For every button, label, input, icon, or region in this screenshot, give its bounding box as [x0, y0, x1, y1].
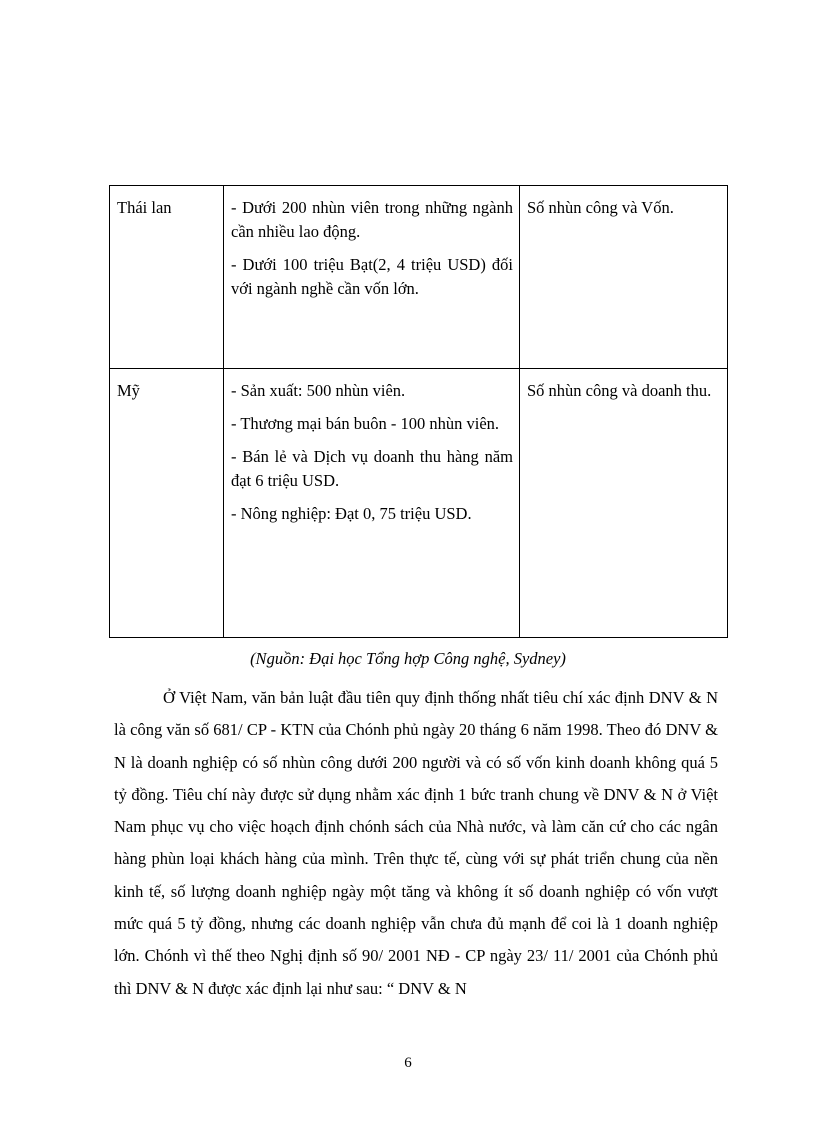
table-source-caption: (Nguồn: Đại học Tổng hợp Công nghệ, Sydney)	[250, 649, 566, 668]
criteria-item: - Dưới 200 nhùn viên trong những ngành cần nhiều lao động.	[231, 198, 513, 241]
criteria-cell	[224, 369, 520, 638]
table-row-thailand	[110, 186, 728, 369]
criteria-item: - Sản xuất: 500 nhùn viên.	[231, 381, 406, 400]
country-cell: Thái lan	[110, 186, 224, 369]
country-cell: Mỹ	[110, 369, 224, 638]
criteria-item: - Dưới 100 triệu Bạt(2, 4 triệu USD) đối với ngành nghề cần vốn lớn.	[231, 255, 513, 298]
criteria-item: - Thương mại bán buôn - 100 nhùn viên.	[231, 414, 500, 433]
criteria-item: - Nông nghiệp: Đạt 0, 75 triệu USD.	[231, 504, 472, 523]
criteria-cell	[224, 186, 520, 369]
criteria-item: - Bán lẻ và Dịch vụ doanh thu hàng năm đạt 6 triệu USD.	[231, 447, 513, 490]
sme-criteria-table	[109, 185, 728, 638]
page-number: 6	[404, 1055, 412, 1071]
body-paragraph: Ở Việt Nam, văn bản luật đầu tiên quy định thống nhất tiêu chí xác định DNV & N là công văn số 681/ CP - KTN của Chónh phủ ngày 20 tháng 6 năm 1998. Theo đó DNV & N là doanh nghiệp có số nhùn công dưới 200 người và có số vốn kinh doanh không quá 5 tỷ đồng. Tiêu chí này được sử dụng nhằm xác định 1 bức tranh chung về DNV & N ở Việt Nam phục vụ cho việc hoạch định chónh sách của Nhà nước, và làm căn cứ cho các ngân hàng phùn loại khách hàng của mình. Trên thực tế, cùng với sự phát triển chung của nền kinh tế, số lượng doanh nghiệp ngày một tăng và không ít số doanh nghiệp có vốn vượt mức quá 5 tỷ đồng, nhưng các doanh nghiệp vẫn chưa đủ mạnh để coi là 1 doanh nghiệp lớn. Chónh vì thế theo Nghị định số 90/ 2001 NĐ - CP ngày 23/ 11/ 2001 của Chónh phủ thì DNV & N được xác định lại như sau: “ DNV & N	[114, 688, 718, 998]
basis-cell: Số nhùn công và doanh thu.	[520, 369, 728, 638]
table-row-usa	[110, 369, 728, 638]
basis-cell: Số nhùn công và Vốn.	[520, 186, 728, 369]
